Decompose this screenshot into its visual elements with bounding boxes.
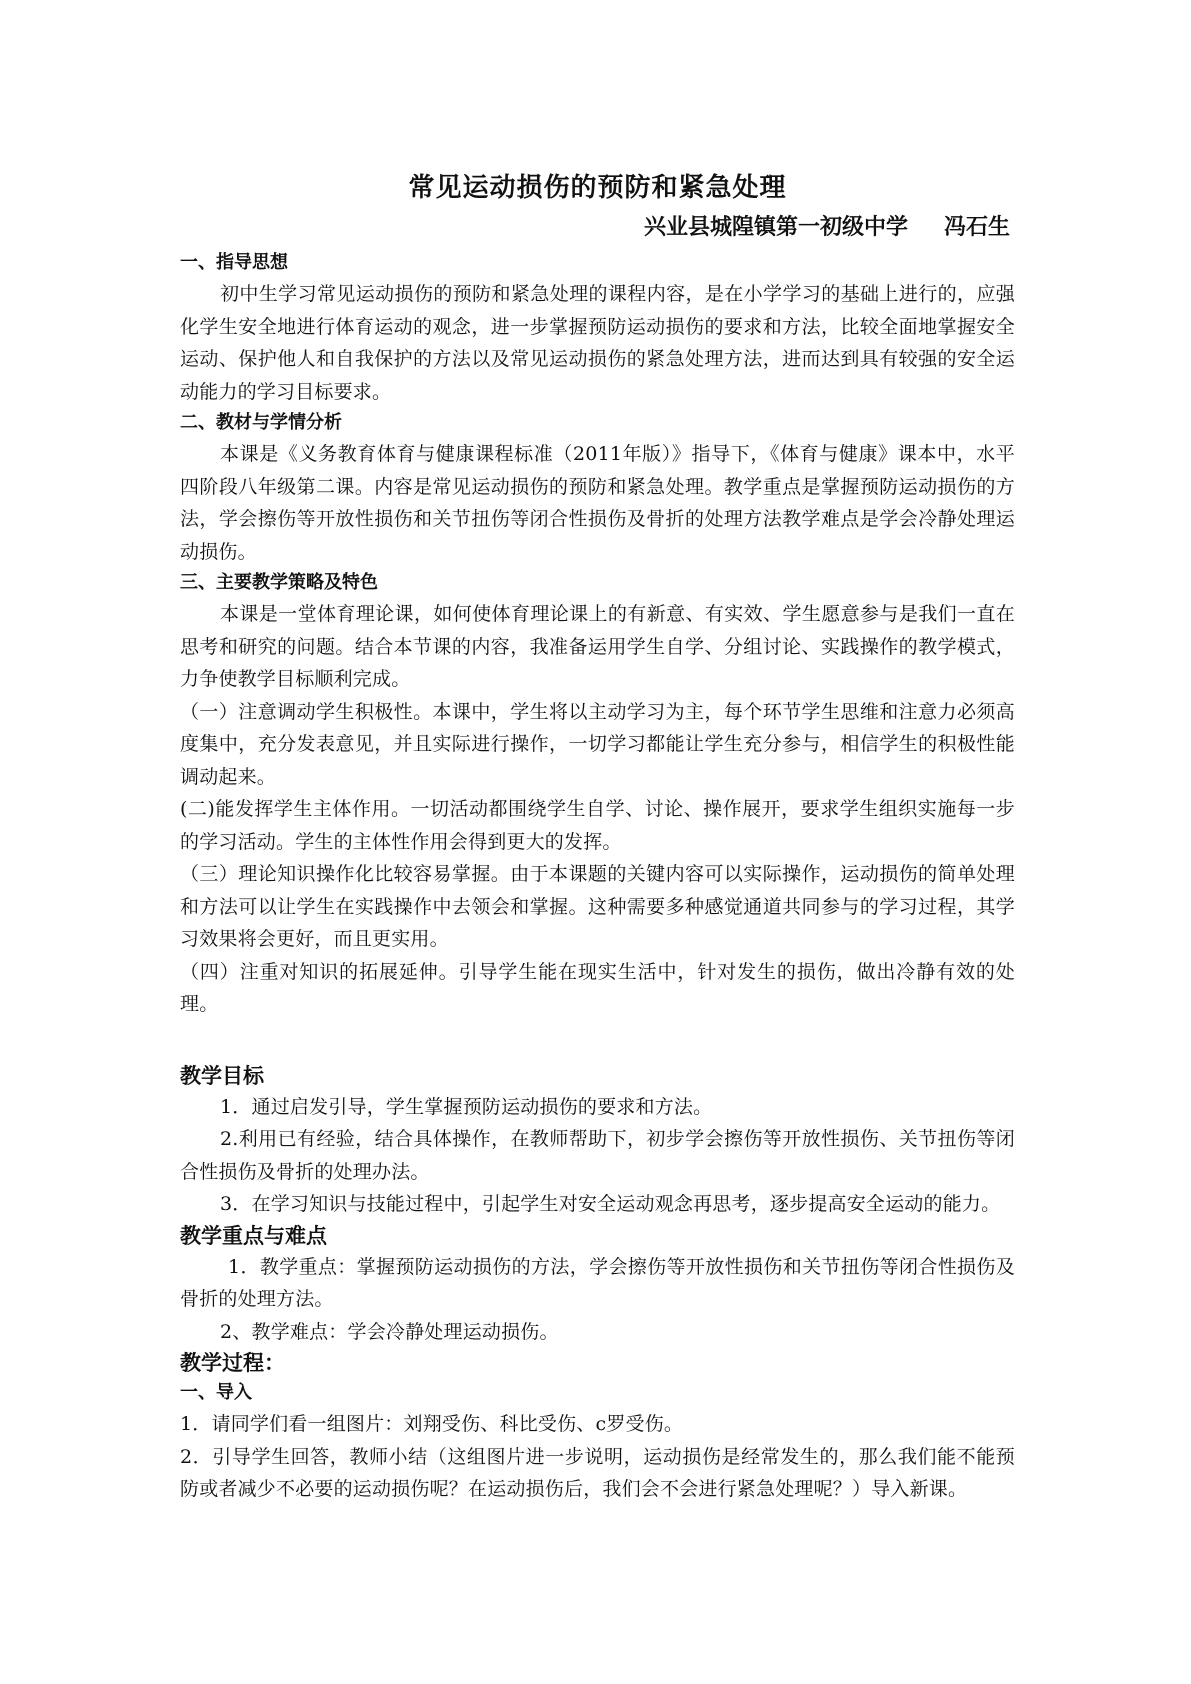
document-content: [180, 168, 1015, 1506]
list-item: 3．在学习知识与技能过程中，引起学生对安全运动观念再思考，逐步提高安全运动的能力。: [220, 1193, 1001, 1215]
list-item: 1．请同学们看一组图片：刘翔受伤、科比受伤、c罗受伤。: [180, 1413, 684, 1435]
section-heading-material-analysis: 二、教材与学情分析: [180, 412, 342, 433]
list-item: 1．通过启发引导，学生掌握预防运动损伤的要求和方法。: [220, 1095, 713, 1118]
list-item: 1．教学重点：掌握预防运动损伤的方法，学会擦伤等开放性损伤和关节扭伤等闭合性损伤及骨折的处理方法。: [180, 1255, 1015, 1310]
paragraph: 本课是一堂体育理论课，如何使体育理论课上的有新意、有实效、学生愿意参与是我们一直在思考和研究的问题。结合本节课的内容，我准备运用学生自学、分组讨论、实践操作的教学模式，力争使教学目标顺利完成。: [180, 603, 1015, 690]
heading-teaching-process: 教学过程：: [180, 1351, 285, 1375]
list-item: 2.利用已有经验，结合具体操作，在教师帮助下，初步学会擦伤等开放性损伤、关节扭伤等闭合性损伤及骨折的处理办法。: [180, 1128, 1015, 1183]
school-name: 兴业县城隍镇第一初级中学: [643, 214, 908, 240]
paragraph: 本课是《义务教育体育与健康课程标准（2011年版）》指导下，《体育与健康》课本中，水平四阶段八年级第二课。内容是常见运动损伤的预防和紧急处理。教学重点是掌握预防运动损伤的方法，学会擦伤等开放性损伤和关节扭伤等闭合性损伤及骨折的处理方法教学难点是学会冷静处理运动损伤。: [180, 443, 1015, 563]
author-name: 冯石生: [943, 214, 1010, 240]
heading-key-points: 教学重点与难点: [180, 1223, 327, 1248]
paragraph: （四）注重对知识的拓展延伸。引导学生能在现实生活中，针对发生的损伤，做出冷静有效的处理。: [180, 960, 1015, 1015]
paragraph: （三）理论知识操作化比较容易掌握。由于本课题的关键内容可以实际操作，运动损伤的简单处理和方法可以让学生在实践操作中去领会和掌握。这种需要多种感觉通道共同参与的学习过程，其学习效果将会更好，而且更实用。: [180, 863, 1015, 950]
paragraph: （一）注意调动学生积极性。本课中，学生将以主动学习为主，每个环节学生思维和注意力必须高度集中，充分发表意见，并且实际进行操作，一切学习都能让学生充分参与，相信学生的积极性能调动起来。: [180, 700, 1015, 788]
byline: [180, 208, 1010, 246]
section-heading-guiding-idea: 一、指导思想: [180, 252, 288, 273]
section-heading-teaching-strategy: 三、主要教学策略及特色: [180, 572, 378, 593]
list-item: 2、教学难点：学会冷静处理运动损伤。: [220, 1320, 559, 1343]
paragraph: 初中生学习常见运动损伤的预防和紧急处理的课程内容，是在小学学习的基础上进行的，应强化学生安全地进行体育运动的观念，进一步掌握预防运动损伤的要求和方法，比较全面地掌握安全运动、保护他人和自我保护的方法以及常见运动损伤的紧急处理方法，进而达到具有较强的安全运动能力的学习目标要求。: [180, 283, 1015, 403]
sub-heading-introduction: 一、导入: [180, 1382, 252, 1403]
list-item: 2．引导学生回答，教师小结（这组图片进一步说明，运动损伤是经常发生的，那么我们能不能预防或者减少不必要的运动损伤呢？在运动损伤后，我们会不会进行紧急处理呢？）导入新课。: [180, 1445, 1015, 1500]
heading-teaching-goals: 教学目标: [180, 1063, 264, 1088]
paragraph: (二)能发挥学生主体作用。一切活动都围绕学生自学、讨论、操作展开，要求学生组织实施每一步的学习活动。学生的主体性作用会得到更大的发挥。: [180, 798, 1015, 853]
document-title: 常见运动损伤的预防和紧急处理: [408, 173, 787, 203]
